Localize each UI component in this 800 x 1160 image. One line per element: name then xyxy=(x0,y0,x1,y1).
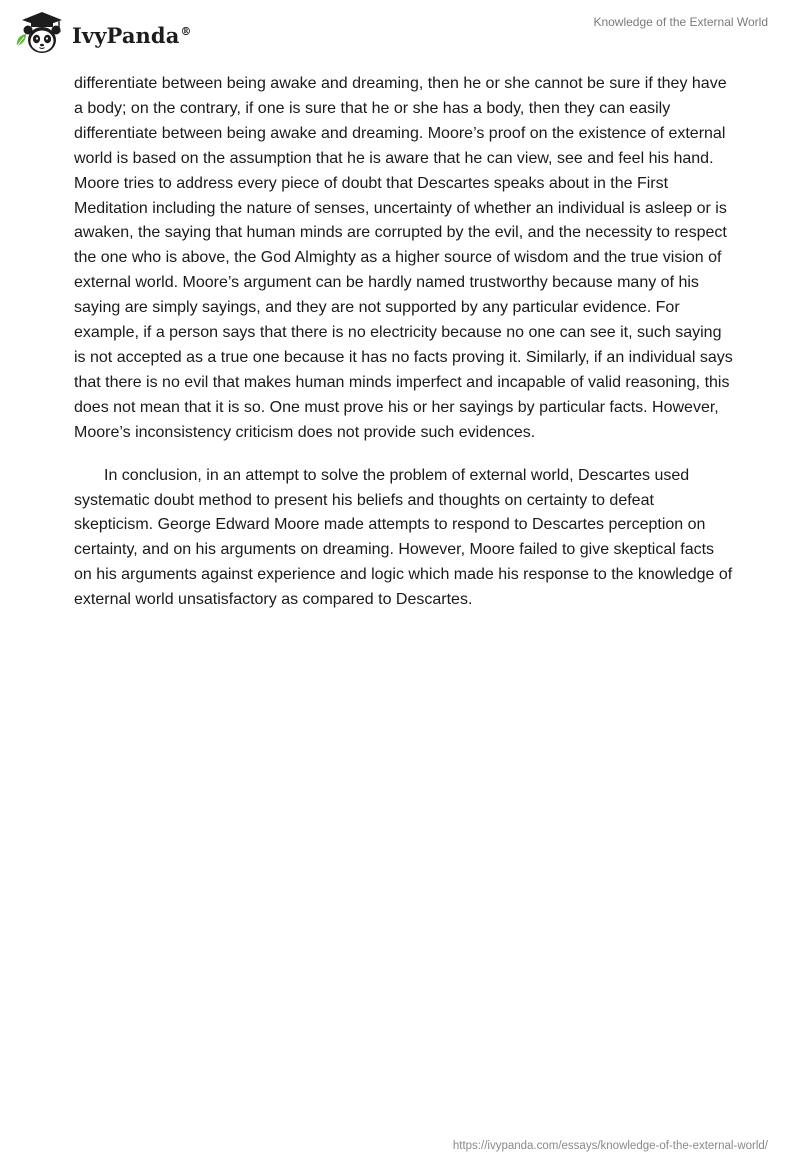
registered-mark: ® xyxy=(180,24,192,38)
brand-name: IvyPanda® xyxy=(72,22,192,48)
panda-logo-icon xyxy=(14,8,66,58)
document-title: Knowledge of the External World xyxy=(593,15,768,29)
brand-logo[interactable] xyxy=(14,8,192,58)
footer-url-link[interactable]: https://ivypanda.com/essays/knowledge-of-the-external-world/ xyxy=(452,1140,768,1152)
paragraph-conclusion: In conclusion, in an attempt to solve the problem of external world, Descartes used systematic doubt method to present his beliefs and thoughts on certainty to defeat skepticism. George Edward Moore made attempts to respond to Descartes perception on certainty, and on his arguments on dreaming. However, Moore failed to give skeptical facts on his arguments against experience and logic which made his response to the knowledge of external world unsatisfactory as compared to Descartes. xyxy=(74,466,733,609)
essay-body xyxy=(74,72,734,613)
paragraph-continued: differentiate between being awake and dreaming, then he or she cannot be sure if they have a body; on the contrary, if one is sure that he or she has a body, then they can easily differentiate between being awake and dreaming. Moore’s proof on the existence of external world is based on the assumption that he is aware that he can view, see and feel his hand. Moore tries to address every piece of doubt that Descartes speaks about in the First Meditation including the nature of senses, uncertainty of whether an individual is asleep or is awaken, the saying that human minds are corrupted by the evil, and the necessity to respect the one who is above, the God Almighty as a higher source of wisdom and the true vision of external world. Moore’s argument can be hardly named trustworthy because many of his saying are simply sayings, and they are not supported by any particular evidence. For example, if a person says that there is no electricity because no one can see it, such saying is not accepted as a true one because it has no facts proving it. Similarly, if an individual says that there is no evil that makes human minds imperfect and incapable of valid reasoning, this does not mean that it is so. One must prove his or her sayings by particular facts. However, Moore’s inconsistency criticism does not provide such evidences. xyxy=(74,75,733,441)
